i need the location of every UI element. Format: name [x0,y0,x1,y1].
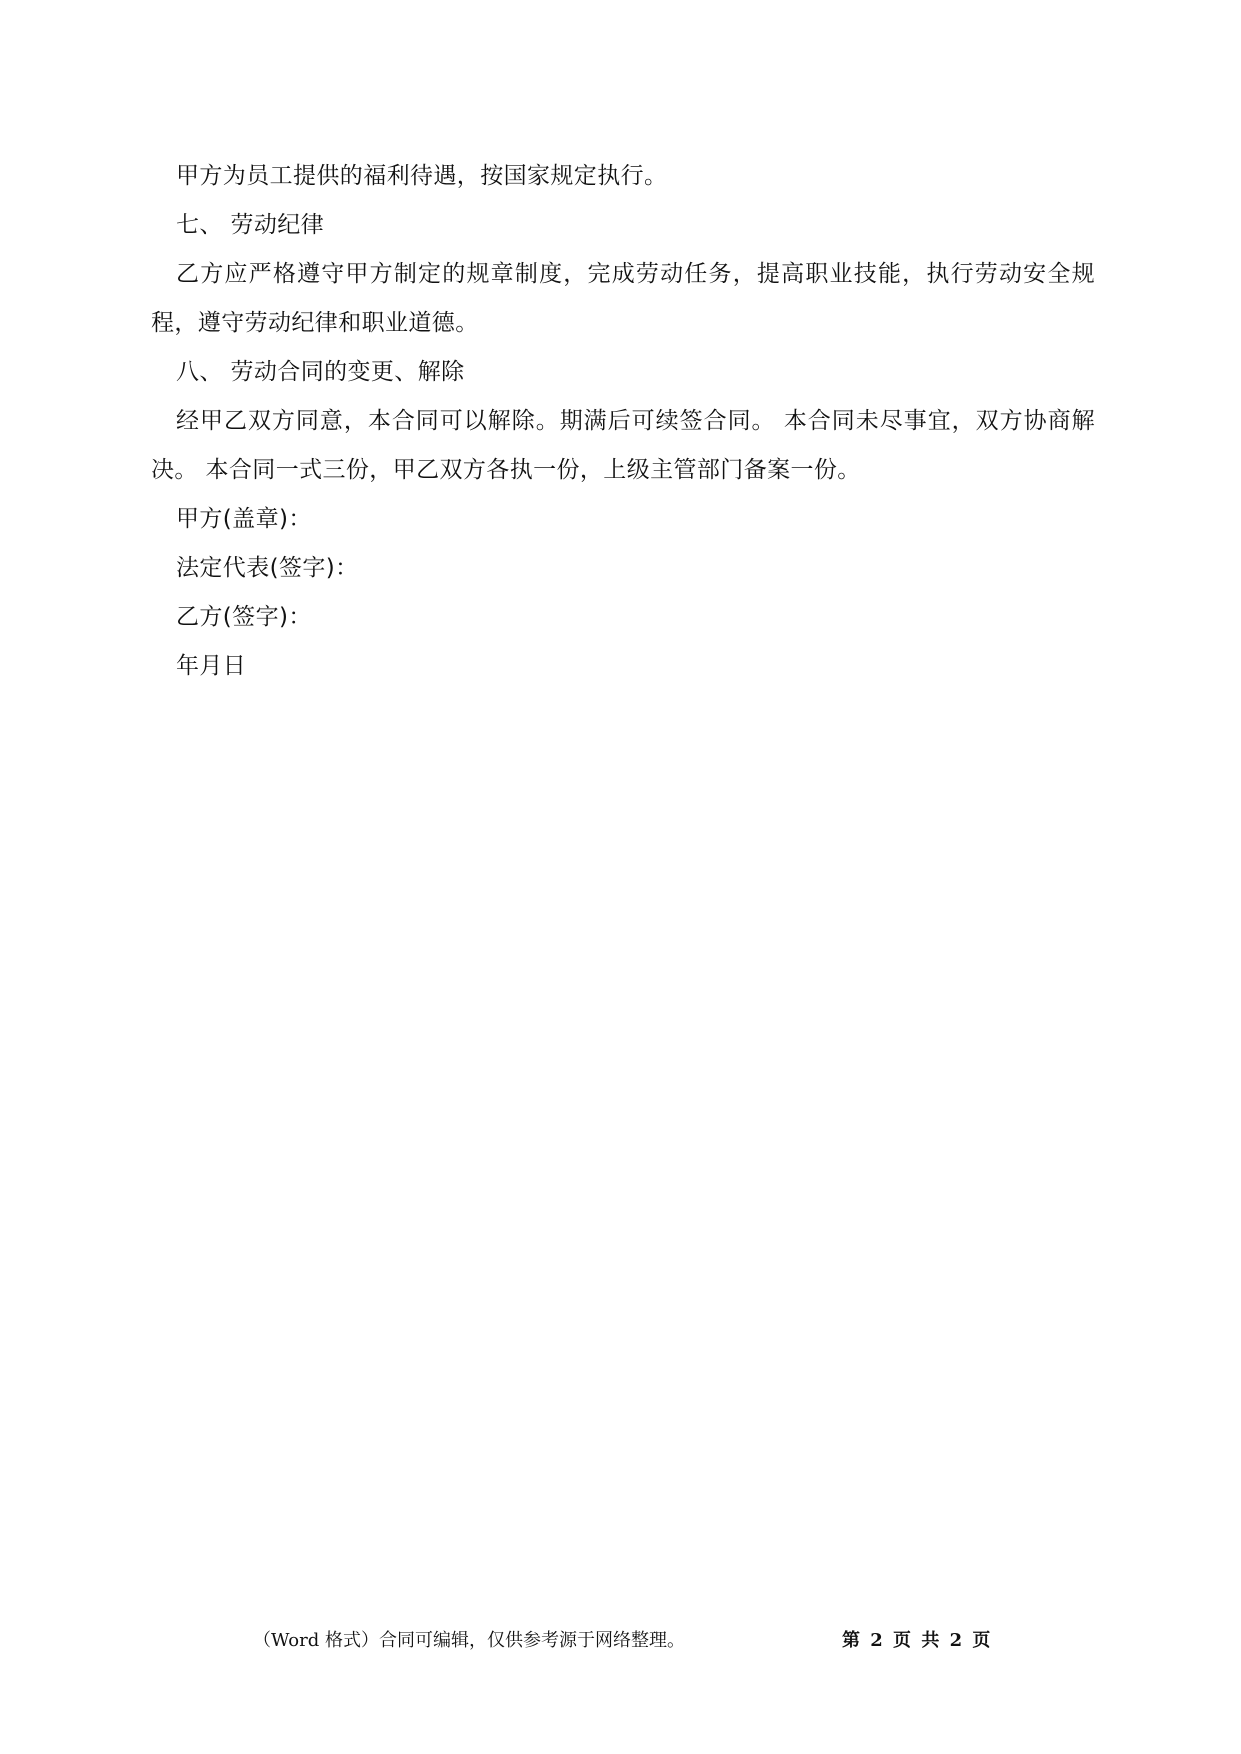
footer-note: （Word 格式）合同可编辑，仅供参考源于网络整理。 [253,1630,685,1651]
party-a-seal-line: 甲方(盖章)： [176,506,312,532]
date-line: 年月日 [176,653,247,679]
page-footer [0,1626,1241,1656]
section-heading-labor-discipline: 七、 劳动纪律 [176,212,325,238]
welfare-paragraph: 甲方为员工提供的福利待遇，按国家规定执行。 [176,163,668,189]
contract-change-paragraph: 经甲乙双方同意，本合同可以解除。期满后可续签合同。 本合同未尽事宜，双方协商解决。 本合同一式三份，甲乙双方各执一份，上级主管部门备案一份。 [151,408,1095,483]
section-heading-contract-change: 八、 劳动合同的变更、解除 [176,359,465,385]
document-body [151,152,1095,691]
labor-discipline-paragraph: 乙方应严格遵守甲方制定的规章制度，完成劳动任务，提高职业技能，执行劳动安全规程，遵守劳动纪律和职业道德。 [151,261,1095,336]
party-b-signature-line: 乙方(签字)： [176,604,312,630]
legal-representative-signature-line: 法定代表(签字)： [176,555,359,581]
page-number: 第 2 页 共 2 页 [842,1630,991,1651]
